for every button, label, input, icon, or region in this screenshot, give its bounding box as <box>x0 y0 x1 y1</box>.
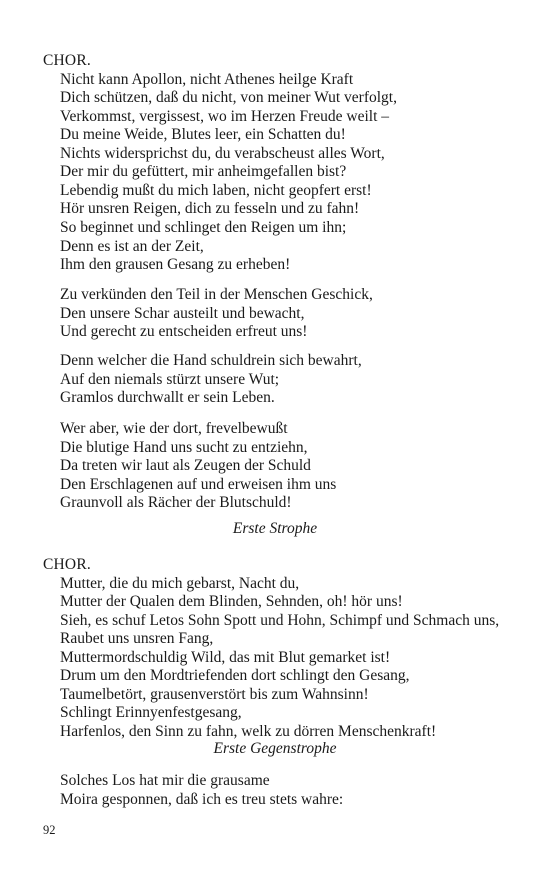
verse-line: Wer aber, wie der dort, frevelbewußt <box>60 420 288 437</box>
verse-line: Den unsere Schar austeilt und bewacht, <box>60 304 305 322</box>
verse-line: Taumelbetört, grausenverstört bis zum Wahnsinn! <box>60 685 369 703</box>
page-number: 92 <box>43 823 56 837</box>
stanza <box>43 420 530 513</box>
verse-line: Muttermordschuldig Wild, das mit Blut gemarket ist! <box>60 648 391 666</box>
verse-line: Die blutige Hand uns sucht zu entziehn, <box>60 438 308 456</box>
verse-line: Denn es ist an der Zeit, <box>60 237 204 255</box>
verse-line: So beginnet und schlinget den Reigen um ihn; <box>60 219 347 236</box>
verse-line: Der mir du gefüttert, mir anheimgefallen bist? <box>60 163 347 180</box>
stanza <box>43 352 530 408</box>
verse-line: Dich schützen, daß du nicht, von meiner Wut verfolgt, <box>60 89 397 106</box>
verse-line: Solches Los hat mir die grausame <box>60 772 270 789</box>
verse-line: Graunvoll als Rächer der Blutschuld! <box>60 494 292 511</box>
verse-line: Da treten wir laut als Zeugen der Schuld <box>60 457 311 474</box>
verse-line: Verkommst, vergissest, wo im Herzen Freude weilt – <box>60 107 390 125</box>
verse-line: Drum um den Mordtriefenden dort schlingt den Gesang, <box>60 667 410 684</box>
verse-line: Auf den niemals stürzt unsere Wut; <box>60 370 280 388</box>
verse-lines <box>43 575 530 742</box>
verse-line: Schlingt Erinnyenfestgesang, <box>60 704 242 721</box>
chorus-speech-2 <box>43 556 530 741</box>
verse-line: Nichts widersprichst du, du verabscheust alles Wort, <box>60 144 385 162</box>
verse-line: Moira gesponnen, daß ich es treu stets wahre: <box>60 790 344 808</box>
speaker-label: CHOR. <box>43 556 91 573</box>
verse-line: Ihm den grausen Gesang zu erheben! <box>60 256 291 273</box>
verse-line: Nicht kann Apollon, nicht Athenes heilge Kraft <box>60 70 354 88</box>
verse-line: Harfenlos, den Sinn zu fahn, welk zu dörren Menschenkraft! <box>60 722 437 740</box>
stanza <box>43 219 530 275</box>
stanza <box>43 772 530 809</box>
stanza <box>43 286 530 342</box>
verse-line: Mutter, die du mich gebarst, Nacht du, <box>60 574 300 592</box>
section-heading: Erste Gegenstrophe <box>213 740 337 757</box>
verse-line: Und gerecht zu entscheiden erfreut uns! <box>60 323 308 340</box>
verse-line: Den Erschlagenen auf und erweisen ihm uns <box>60 475 337 493</box>
chorus-speech-1 <box>43 52 530 219</box>
verse-line: Zu verkünden den Teil in der Menschen Geschick, <box>60 286 373 303</box>
verse-line: Mutter der Qualen dem Blinden, Sehnden, oh! hör uns! <box>60 593 403 610</box>
verse-line: Denn welcher die Hand schuldrein sich bewahrt, <box>60 352 362 369</box>
verse-line: Raubet uns unsren Fang, <box>60 630 214 647</box>
verse-line: Sieh, es schuf Letos Sohn Spott und Hohn, Schimpf und Schmach uns, <box>60 611 500 629</box>
verse-lines <box>43 71 530 219</box>
verse-line: Hör unsren Reigen, dich zu fesseln und zu fahn! <box>60 200 360 217</box>
speaker-label: CHOR. <box>43 52 91 69</box>
verse-line: Lebendig mußt du mich laben, nicht geopfert erst! <box>60 181 372 199</box>
verse-line: Du meine Weide, Blutes leer, ein Schatten du! <box>60 126 346 143</box>
verse-line: Gramlos durchwallt er sein Leben. <box>60 389 275 406</box>
section-heading: Erste Strophe <box>232 520 318 537</box>
